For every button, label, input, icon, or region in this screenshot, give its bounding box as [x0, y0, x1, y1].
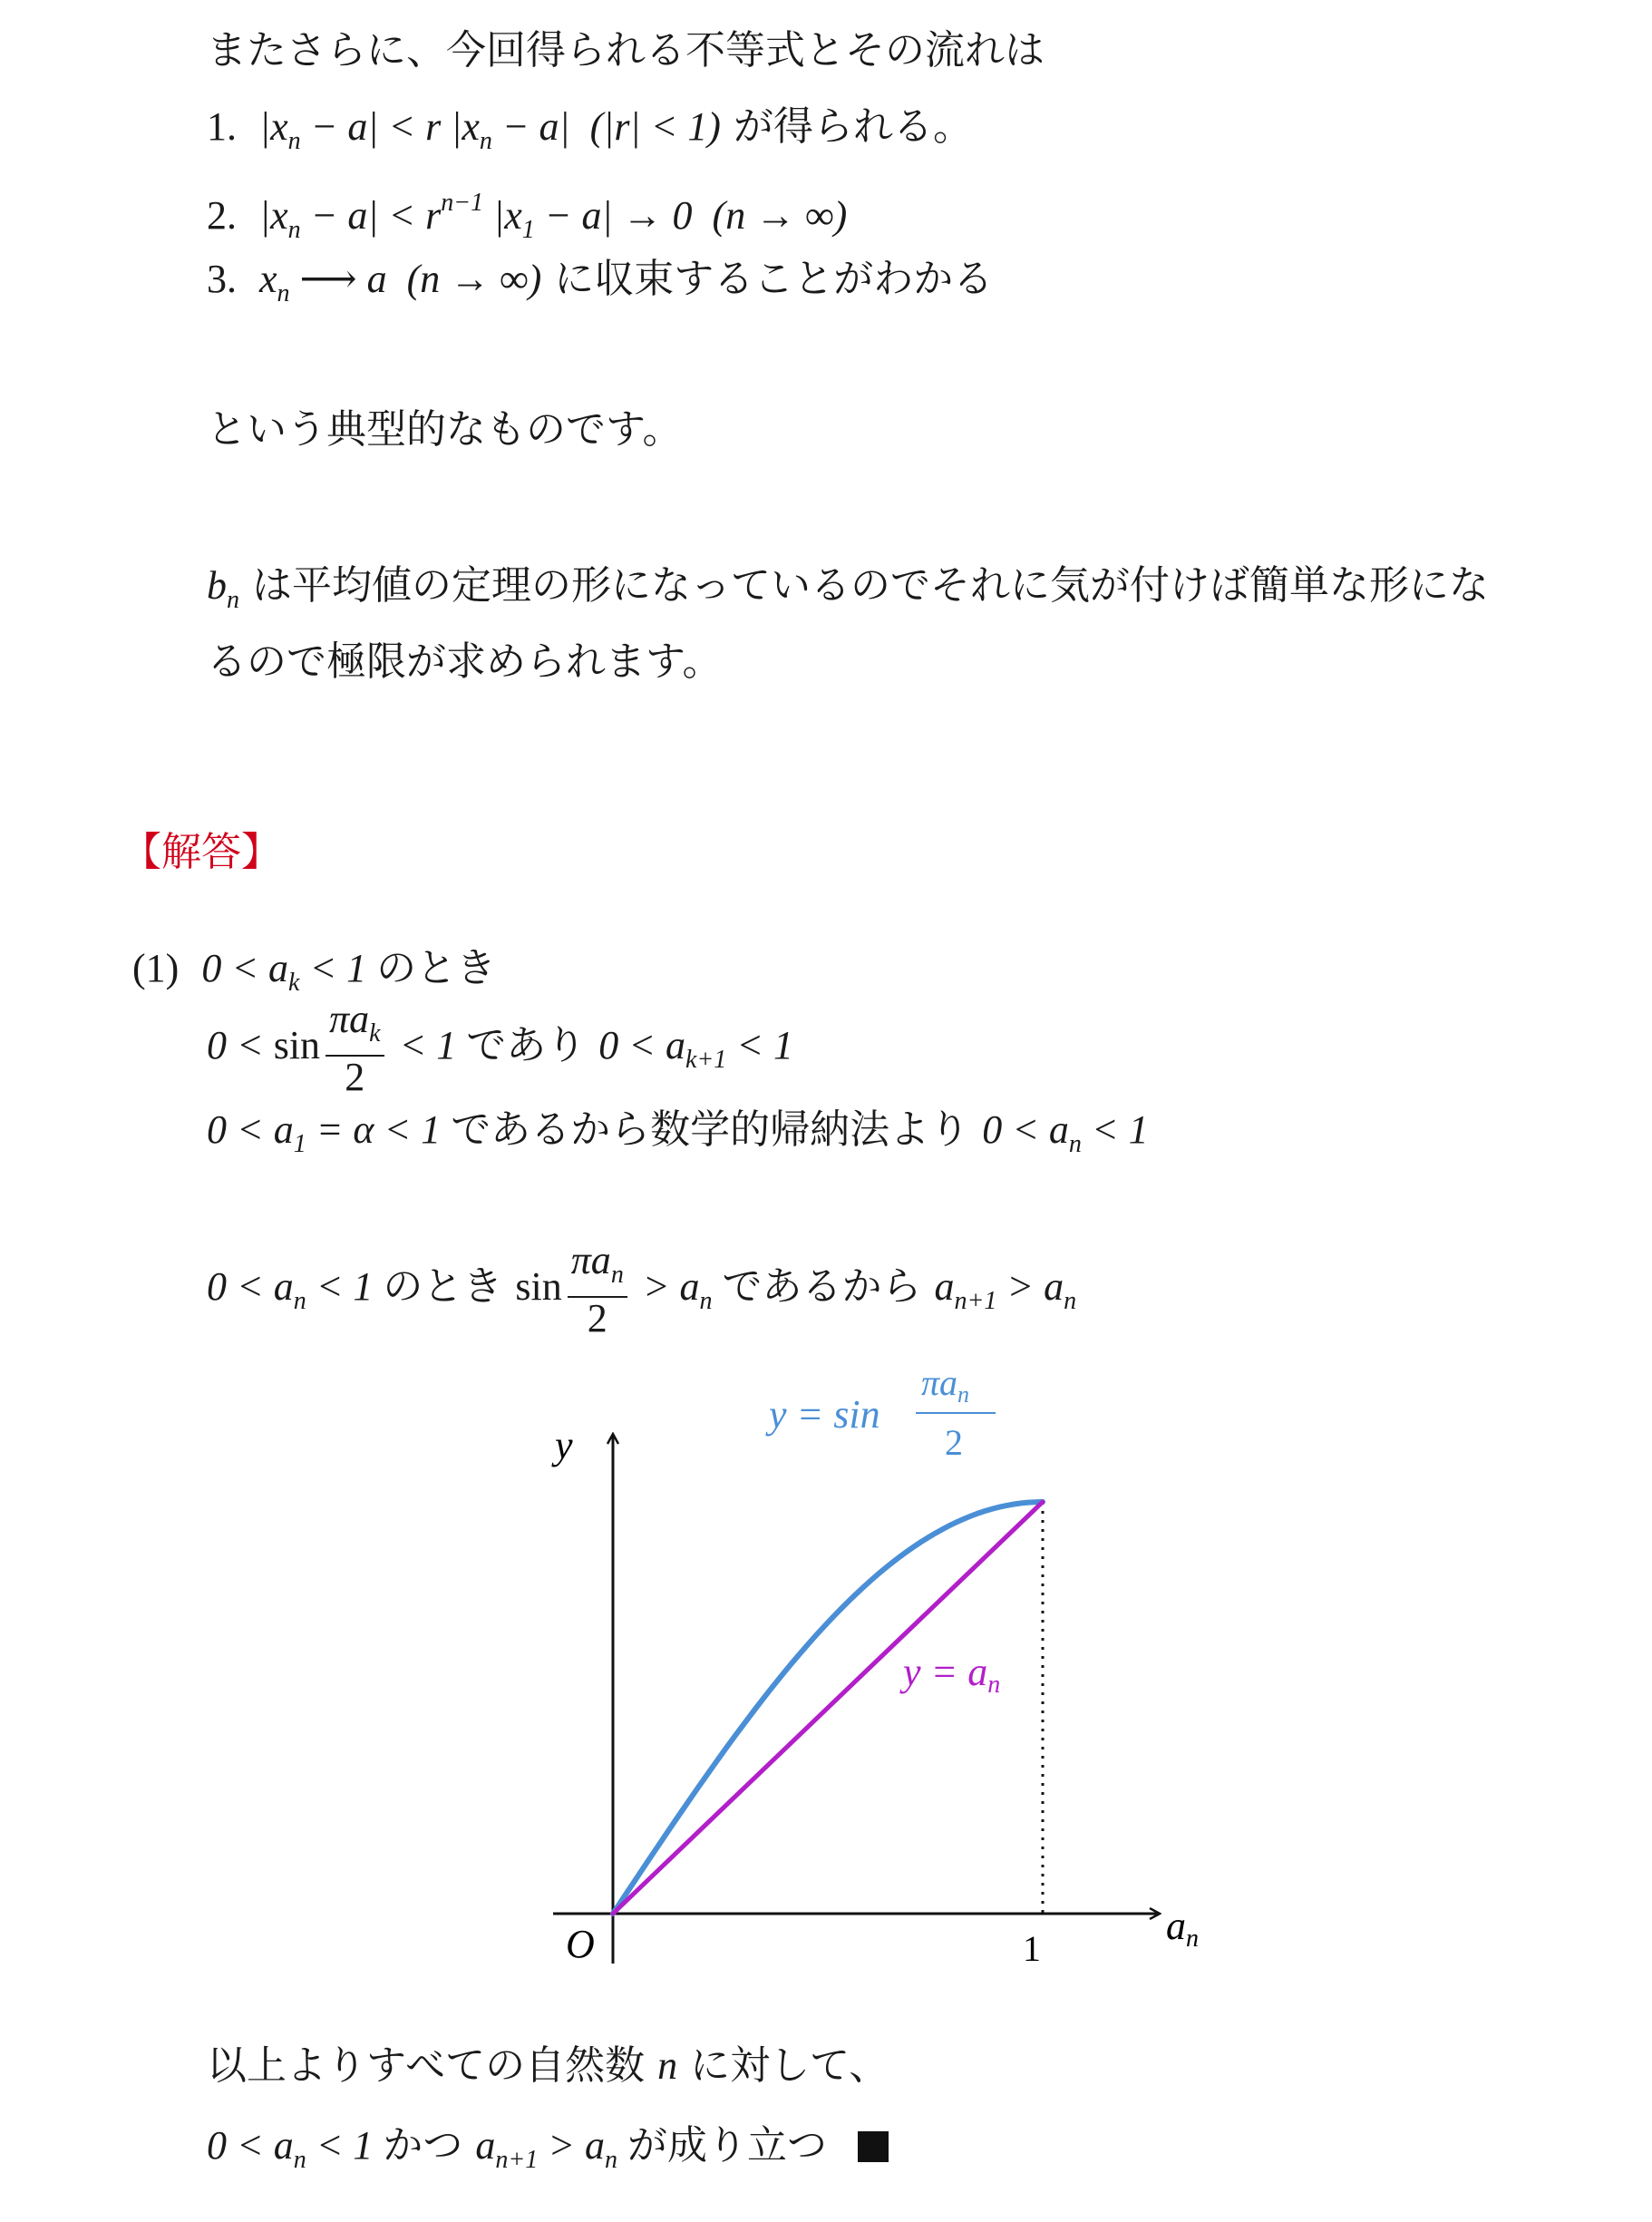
conclusion-ineq: $a_{n+1} > a_n$ [475, 2123, 618, 2174]
part1-l4-cond: $0 < a_n < 1$ [207, 1264, 384, 1315]
step-3-formula: $x_n$ ⟶ a (n → ∞) [249, 257, 542, 307]
part1-l3-mid: であるから数学的帰納法より [451, 1106, 970, 1153]
identity-line-label: y = an [903, 1650, 1001, 1699]
y-axis-label: y [555, 1423, 573, 1467]
origin-label: O [566, 1922, 595, 1966]
part1-l4-rhs: $a_{n+1} > a_n$ [934, 1264, 1077, 1315]
conclusion-and: かつ [383, 2122, 463, 2168]
step-1-tail: が得られる。 [733, 103, 973, 150]
bn-symbol: $b_n$ [207, 563, 239, 614]
part1-l4-mid1: のとき [383, 1263, 503, 1310]
svg-text:y = sin: y = sin [769, 1392, 880, 1437]
typical-line: という典型的なものです。 [207, 406, 683, 453]
x-axis-label: an [1166, 1904, 1199, 1953]
conclusion-line-1 [207, 2041, 889, 2091]
part1-l2-mid: であり [466, 1022, 587, 1068]
conclusion-line-2 [207, 2120, 889, 2186]
step-3-tail: に収束することがわかる [554, 256, 994, 302]
svg-text:πan: $\pi a_n$ [921, 1362, 970, 1408]
part1-l2-rhs: $0 < a_{k+1} < 1$ [598, 1023, 793, 1074]
conclusion-cond: $0 < a_n < 1$ [207, 2123, 384, 2174]
step-2-number: 2. [207, 193, 237, 238]
intro-line-1: またさらに、今回得られる不等式とその流れは [207, 27, 1045, 73]
part1-l1-tail: のとき [376, 945, 497, 991]
conclusion-l1: 以上よりすべての自然数 [207, 2042, 646, 2089]
sine-curve-label [765, 1362, 996, 1463]
part1-cond: $0 < a_k < 1$ [191, 946, 377, 997]
x-tick-1: 1 [1023, 1928, 1041, 1969]
part1-l3-lhs: $0 < a_1 = \alpha < 1$ [207, 1107, 452, 1158]
qed-square-icon [858, 2131, 889, 2162]
step-3-number: 3. [207, 257, 237, 301]
step-2-formula: $|x_n - a| < r^{n-1}$ $|x_1 - a| \to 0$ (n → ∞) [249, 189, 848, 244]
step-1-number: 1. [207, 104, 237, 149]
conclusion-n: n [657, 2043, 678, 2088]
part1-line-4: $0 < a_n < 1$ のとき sin $\frac{\pi a_n}{2}$ > $a_n$ であるから $a_{n+1} > a_n$ [207, 1237, 1077, 1340]
part1-l4-mid2: であるから [722, 1263, 922, 1310]
bn-line-2: るので極限が求められます。 [207, 638, 723, 685]
part1-label: (1) [132, 946, 180, 990]
conclusion-l1-tail: に対して、 [690, 2042, 889, 2089]
conclusion-tail: が成り立つ [627, 2122, 828, 2168]
bn-text-1: は平均値の定理の形になっているのでそれに気が付けば簡単な形にな [252, 562, 1489, 609]
part1-l4-frac: $\frac{\pi a_n}{2}$ [568, 1240, 627, 1340]
answer-heading: 【解答】 [121, 829, 281, 875]
svg-text:2: 2 [945, 1422, 963, 1463]
step-1-formula: $|x_n - a| < r$ $|x_n - a|$ (|r| < 1) [249, 104, 721, 155]
part1-l3-rhs: $0 < a_n < 1$ [982, 1107, 1149, 1158]
identity-line [613, 1502, 1043, 1914]
part1-l2-frac: $\frac{\pi a_k}{2}$ [326, 999, 384, 1098]
part1-line-2: 0 < sin $\frac{\pi a_k}{2}$ < 1 であり $0 < a_{k+1} < 1$ [207, 996, 793, 1099]
part1-l2-lhs: 0 < sin [207, 1023, 321, 1067]
